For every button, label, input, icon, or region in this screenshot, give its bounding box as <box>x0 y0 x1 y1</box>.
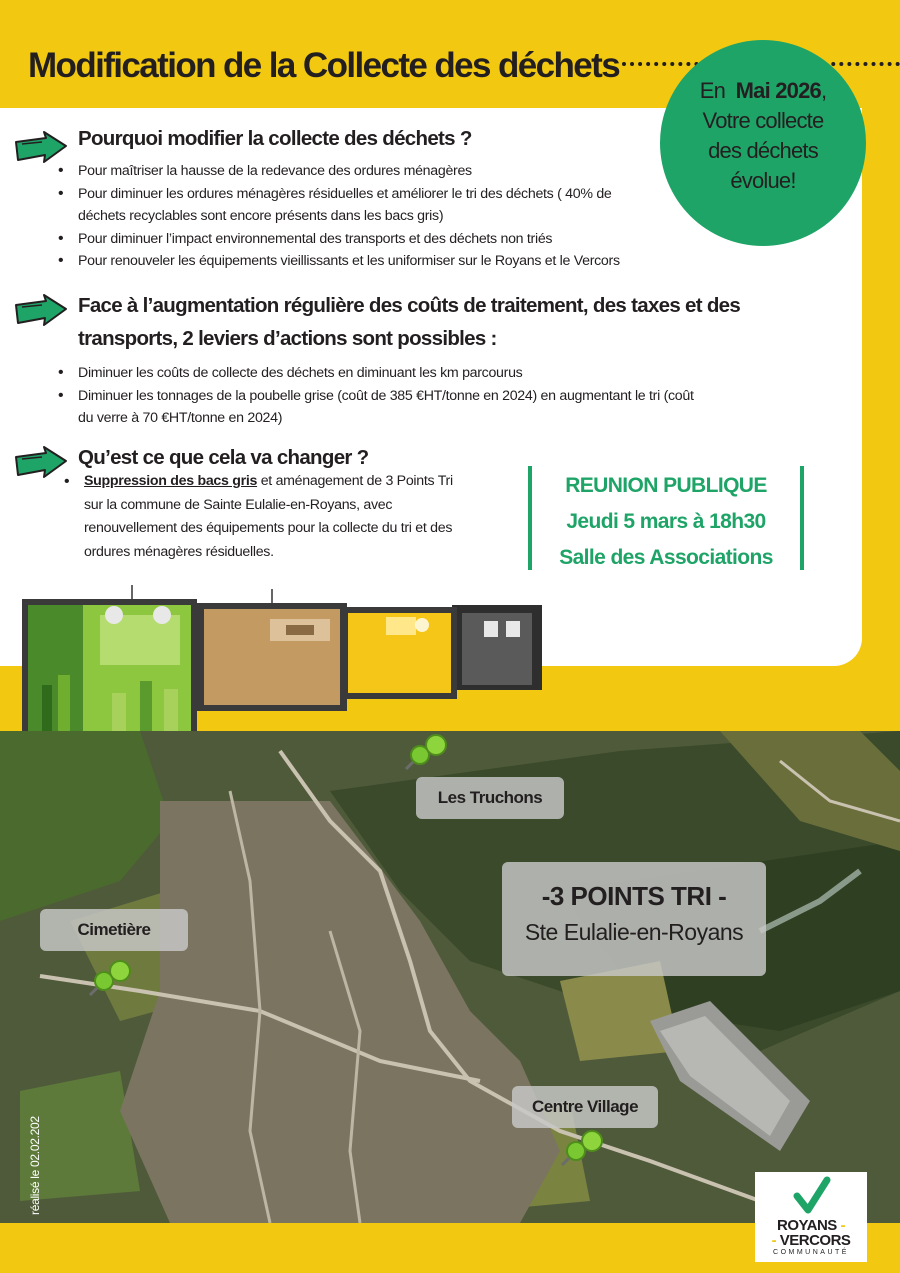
map-title-box <box>502 862 766 976</box>
badge-line2: Votre collecte <box>702 108 824 133</box>
badge-line3: des déchets <box>708 138 818 163</box>
glass-container <box>22 585 197 739</box>
badge-prefix: En <box>699 78 726 103</box>
packaging-container <box>342 607 457 699</box>
cardboard-container <box>197 589 347 711</box>
badge-line4: évolue! <box>730 168 796 193</box>
map-title: -3 POINTS TRI - <box>541 881 727 911</box>
list-item: • Pour maîtriser la hausse de la redevance des ordures ménagères <box>58 160 658 183</box>
list-item: • Pour renouveler les équipements vieillissants et les uniformiser sur le Royans et le Vercors <box>58 250 658 273</box>
waste-container <box>452 605 542 690</box>
section3-heading: Qu’est ce que cela va changer ? <box>78 446 369 469</box>
map-pin-icon <box>84 959 134 1001</box>
section3-list <box>64 470 474 564</box>
logo-vercors: VERCORS <box>779 1232 851 1249</box>
list-item: • Pour diminuer les ordures ménagères résiduelles et améliorer le tri des déchets ( 40% de déchets recyclables sont encore présents dans les bacs gris) <box>58 183 658 228</box>
logo-dash: - <box>840 1217 845 1234</box>
arrow-icon <box>12 445 68 481</box>
map-pin-icon <box>556 1129 606 1171</box>
aerial-map <box>0 731 900 1223</box>
checkmark-icon <box>793 1176 831 1216</box>
arrow-icon <box>12 293 68 329</box>
reunion-title: REUNION PUBLIQUE <box>565 474 767 497</box>
section2-list <box>58 362 708 430</box>
list-item: • Diminuer les tonnages de la poubelle grise (coût de 385 €HT/tonne en 2024) en augmentant le tri (coût du verre à 70 €HT/tonne en 2024) <box>58 385 708 430</box>
list-item-rest: et aménagement de 3 Points Tri sur la commune de Sainte Eulalie-en-Royans, avec renouvellement des équipements pour la collecte du tri et des ordures ménagères résiduelles. <box>84 473 453 560</box>
list-item-bold: Suppression des bacs gris <box>84 473 258 489</box>
credit-text: réalisé le 02.02.202 <box>28 1116 42 1215</box>
page-title: Modification de la Collecte des déchets <box>28 46 620 85</box>
containers-illustration <box>22 585 552 745</box>
reunion-date: Jeudi 5 mars à 18h30 <box>566 510 766 533</box>
list-item <box>64 470 474 564</box>
reunion-place: Salle des Associations <box>559 546 773 569</box>
map-pin-icon <box>400 733 450 775</box>
date-badge <box>660 40 866 246</box>
list-item: • Pour diminuer l’impact environnemental des transports et des déchets non triés <box>58 228 658 251</box>
section2-heading: Face à l’augmentation régulière des coûts de traitement, des taxes et des transports, 2 leviers d’actions sont possibles : <box>78 294 741 350</box>
map-subtitle: Ste Eulalie-en-Royans <box>524 919 744 945</box>
royans-vercors-logo <box>755 1172 867 1262</box>
map-label-les-truchons: Les Truchons <box>416 777 564 819</box>
map-label-cimetiere: Cimetière <box>40 909 188 951</box>
logo-line1 <box>755 1218 867 1233</box>
list-item: • Diminuer les coûts de collecte des déchets en diminuant les km parcourus <box>58 362 708 385</box>
map-label-centre-village: Centre Village <box>512 1086 658 1128</box>
public-meeting-box <box>528 466 804 570</box>
section1-list <box>58 160 658 273</box>
logo-line2 <box>755 1233 867 1248</box>
logo-line3: COMMUNAUTÉ <box>773 1249 849 1256</box>
logo-dash: - <box>771 1232 777 1249</box>
logo-royans: ROYANS <box>777 1217 837 1234</box>
badge-suffix: , <box>820 78 827 103</box>
section1-heading: Pourquoi modifier la collecte des déchets ? <box>78 127 472 150</box>
badge-date: Mai 2026 <box>735 78 821 103</box>
